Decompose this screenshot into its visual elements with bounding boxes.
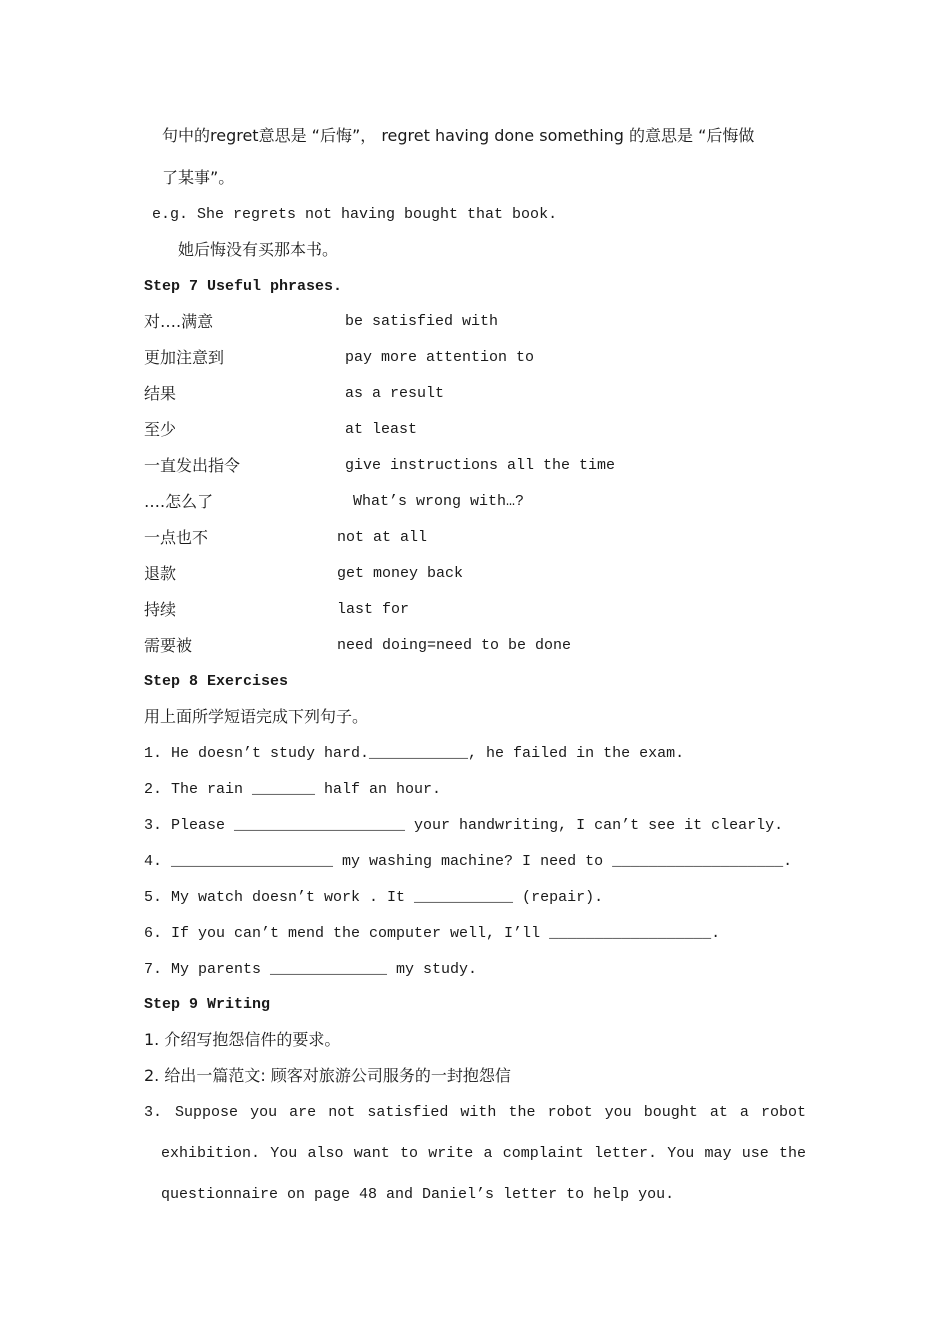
writing-item-3-line-3: questionnaire on page 48 and Daniel’s letter to help you. [161,1186,675,1203]
phrase-en: need doing=need to be done [337,637,572,654]
phrase-zh: 退款 [144,564,177,583]
exercise-item: 5. My watch doesn’t work . It ___________ (repair). [144,889,604,906]
writing-item-3-line-2: exhibition. You also want to write a complaint letter. You may use the [161,1145,806,1162]
phrase-en: pay more attention to [345,349,535,366]
intro-line-1: 句中的regret意思是 “后悔”， regret having done something 的意思是 “后悔做 [162,126,755,145]
phrase-en: be satisfied with [345,313,499,330]
exercise-item: 6. If you can’t mend the computer well, I’ll __________________. [144,925,721,942]
example-sentence: e.g. She regrets not having bought that book. [152,206,558,223]
exercise-item: 2. The rain _______ half an hour. [144,781,442,798]
writing-item: 1. 介绍写抱怨信件的要求。 [144,1030,341,1049]
step8-heading: Step 8 Exercises [144,673,289,690]
phrase-en: give instructions all the time [345,457,616,474]
phrase-zh: ….怎么了 [144,492,214,511]
phrase-zh: 至少 [144,420,177,439]
step7-heading: Step 7 Useful phrases. [144,278,343,295]
phrase-zh: 结果 [144,384,177,403]
writing-item: 2. 给出一篇范文: 顾客对旅游公司服务的一封抱怨信 [144,1066,511,1085]
phrase-zh: 一点也不 [144,528,209,547]
writing-item-3-number: 3. [144,1104,163,1121]
phrase-zh: 持续 [144,600,177,619]
intro-line-2: 了某事”。 [162,168,235,187]
step8-instruction: 用上面所学短语完成下列句子。 [144,707,369,726]
example-translation: 她后悔没有买那本书。 [178,240,339,259]
phrase-en: as a result [345,385,445,402]
phrase-en: get money back [337,565,464,582]
phrase-en: not at all [337,529,428,546]
phrase-zh: 对….满意 [144,312,214,331]
exercise-item: 4. __________________ my washing machine? I need to ___________________. [144,853,793,870]
phrase-en: What’s wrong with…? [353,493,525,510]
phrase-zh: 需要被 [144,636,193,655]
phrase-zh: 更加注意到 [144,348,225,367]
step9-heading: Step 9 Writing [144,996,271,1013]
exercise-item: 3. Please ___________________ your handwriting, I can’t see it clearly. [144,817,784,834]
phrase-zh: 一直发出指令 [144,456,241,475]
writing-item-3-line-1: Suppose you are not satisfied with the robot you bought at a robot [175,1104,806,1121]
exercise-item: 7. My parents _____________ my study. [144,961,478,978]
phrase-en: at least [345,421,418,438]
phrase-en: last for [337,601,410,618]
exercise-item: 1. He doesn’t study hard.___________, he failed in the exam. [144,745,685,762]
